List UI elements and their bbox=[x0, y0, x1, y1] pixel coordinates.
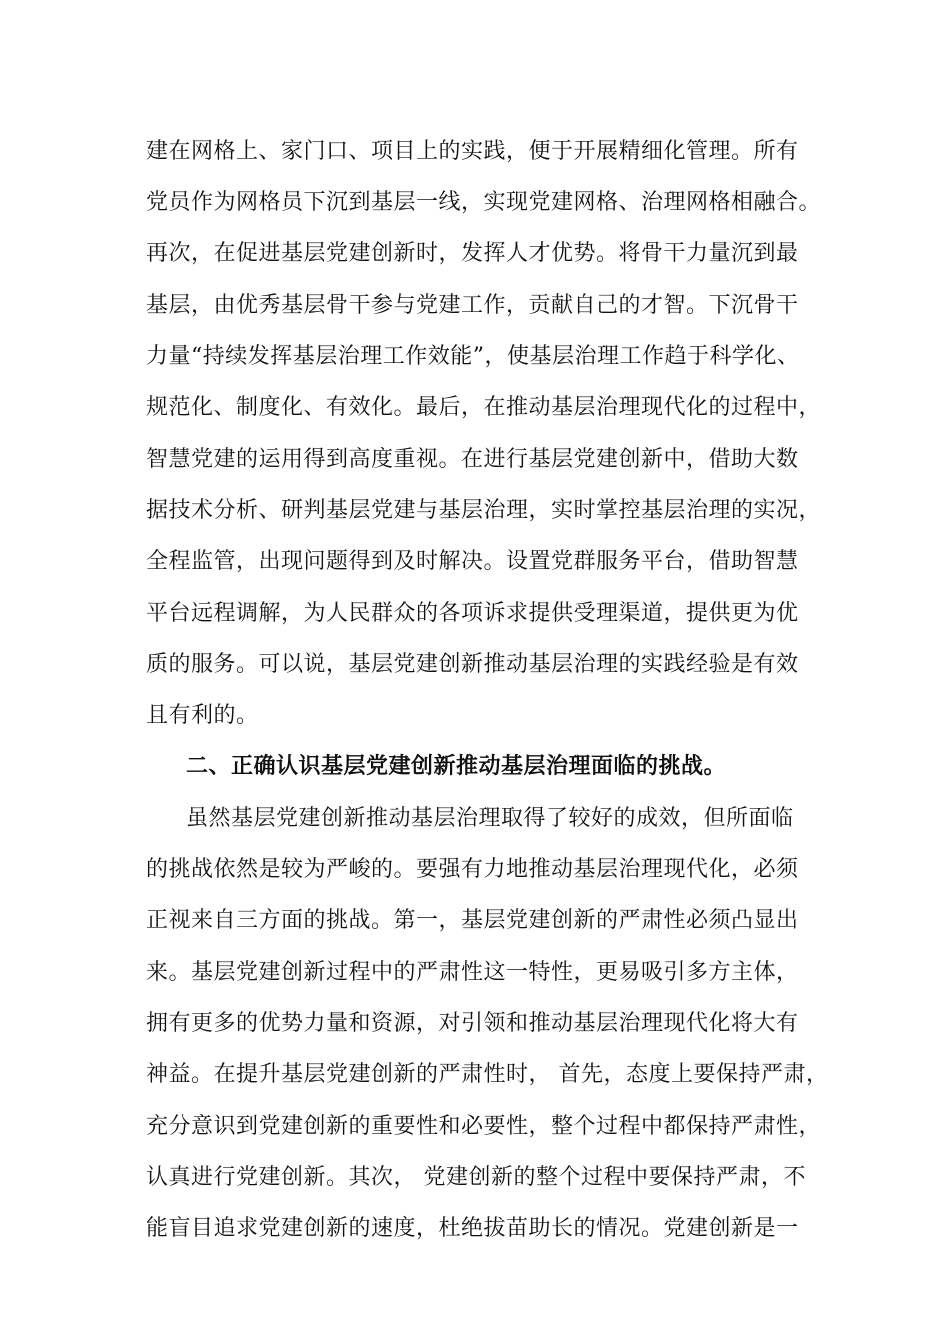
paragraph-line: 拥有更多的优势力量和资源，对引领和推动基层治理现代化将大有 bbox=[146, 1011, 799, 1036]
paragraph-line: 神益。在提升基层党建创新的严肃性时， 首先，态度上要保持严肃， bbox=[146, 1062, 829, 1087]
paragraph-line: 据技术分析、研判基层党建与基层治理，实时掌控基层治理的实况， bbox=[146, 498, 822, 523]
paragraph-line: 虽然基层党建创新推动基层治理取得了较好的成效，但所面临 bbox=[186, 806, 794, 831]
paragraph-line: 再次，在促进基层党建创新时，发挥人才优势。将骨干力量沉到最 bbox=[146, 241, 799, 266]
paragraph-line: 且有利的。 bbox=[146, 703, 259, 728]
paragraph-line: 的挑战依然是较为严峻的。要强有力地推动基层治理现代化，必须 bbox=[146, 857, 799, 882]
section-heading: 二、正确认识基层党建创新推动基层治理面临的挑战。 bbox=[186, 754, 727, 779]
paragraph-line: 充分意识到党建创新的重要性和必要性，整个过程中都保持严肃性， bbox=[146, 1114, 822, 1139]
paragraph-line: 党员作为网格员下沉到基层一线，实现党建网格、治理网格相融合。 bbox=[146, 190, 822, 215]
paragraph-line: 平台远程调解，为人民群众的各项诉求提供受理渠道，提供更为优 bbox=[146, 601, 799, 626]
paragraph-line: 建在网格上、家门口、项目上的实践，便于开展精细化管理。所有 bbox=[146, 139, 799, 164]
paragraph-line: 基层，由优秀基层骨干参与党建工作，贡献自己的才智。下沉骨干 bbox=[146, 293, 799, 318]
paragraph-line: 认真进行党建创新。其次， 党建创新的整个过程中要保持严肃，不 bbox=[146, 1165, 806, 1190]
paragraph-line: 规范化、制度化、有效化。最后，在推动基层治理现代化的过程中， bbox=[146, 395, 822, 420]
paragraph-line: 力量“持续发挥基层治理工作效能”，使基层治理工作趋于科学化、 bbox=[146, 344, 800, 369]
paragraph-line: 全程监管，出现问题得到及时解决。设置党群服务平台，借助智慧 bbox=[146, 549, 799, 574]
paragraph-line: 来。基层党建创新过程中的严肃性这一特性，更易吸引多方主体， bbox=[146, 960, 799, 985]
paragraph-line: 智慧党建的运用得到高度重视。在进行基层党建创新中，借助大数 bbox=[146, 447, 799, 472]
paragraph-line: 正视来自三方面的挑战。第一，基层党建创新的严肃性必须凸显出 bbox=[146, 908, 799, 933]
paragraph-line: 能盲目追求党建创新的速度，杜绝拔苗助长的情况。党建创新是一 bbox=[146, 1216, 799, 1241]
paragraph-line: 质的服务。可以说，基层党建创新推动基层治理的实践经验是有效 bbox=[146, 652, 799, 677]
